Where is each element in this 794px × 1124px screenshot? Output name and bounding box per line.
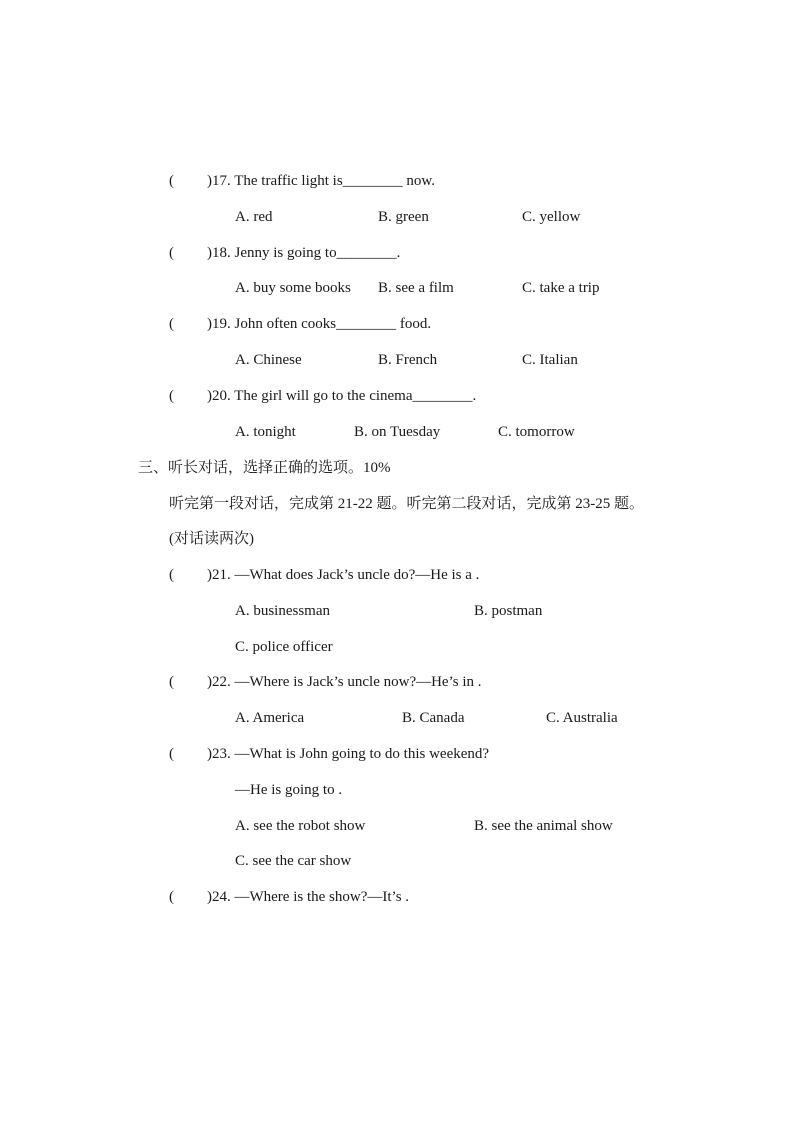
option-18b: B. see a film	[378, 280, 454, 296]
option-21a: A. businessman	[235, 603, 330, 619]
option-19b: B. French	[378, 352, 438, 368]
option-18a: A. buy some books	[235, 280, 351, 296]
answer-paren-22: (	[169, 674, 174, 690]
option-22a: A. America	[235, 710, 305, 726]
option-23b: B. see the animal show	[474, 818, 613, 834]
option-20c: C. tomorrow	[498, 424, 575, 440]
question-23-stem: )23. —What is John going to do this weekend?	[207, 746, 490, 762]
option-19a: A. Chinese	[235, 352, 302, 368]
answer-paren-20: (	[169, 388, 174, 404]
question-19-stem: )19. John often cooks________ food.	[207, 316, 432, 332]
answer-paren-24: (	[169, 889, 174, 905]
answer-paren-23: (	[169, 746, 174, 762]
question-18-stem: )18. Jenny is going to________.	[207, 245, 401, 261]
option-23c: C. see the car show	[235, 853, 352, 869]
section-3-note: (对话读两次)	[169, 531, 254, 547]
option-22b: B. Canada	[402, 710, 465, 726]
answer-paren-17: (	[169, 173, 174, 189]
answer-paren-18: (	[169, 245, 174, 261]
section-3-heading: 三、听长对话，选择正确的选项。10%	[138, 460, 391, 476]
option-21c: C. police officer	[235, 639, 333, 655]
question-24-stem: )24. —Where is the show?—It’s .	[207, 889, 410, 905]
section-3-instruction: 听完第一段对话，完成第 21-22 题。听完第二段对话，完成第 23-25 题。	[169, 496, 644, 512]
option-18c: C. take a trip	[522, 280, 600, 296]
question-22-stem: )22. —Where is Jack’s uncle now?—He’s in .	[207, 674, 482, 690]
answer-paren-21: (	[169, 567, 174, 583]
option-17c: C. yellow	[522, 209, 581, 225]
question-17-stem: )17. The traffic light is________ now.	[207, 173, 436, 189]
option-17b: B. green	[378, 209, 429, 225]
answer-paren-19: (	[169, 316, 174, 332]
question-20-stem: )20. The girl will go to the cinema________.	[207, 388, 477, 404]
option-19c: C. Italian	[522, 352, 578, 368]
option-17a: A. red	[235, 209, 273, 225]
option-20a: A. tonight	[235, 424, 296, 440]
question-23-stem-reply: —He is going to .	[235, 782, 343, 798]
option-23a: A. see the robot show	[235, 818, 366, 834]
option-20b: B. on Tuesday	[354, 424, 441, 440]
question-21-stem: )21. —What does Jack’s uncle do?—He is a .	[207, 567, 480, 583]
option-22c: C. Australia	[546, 710, 618, 726]
option-21b: B. postman	[474, 603, 543, 619]
